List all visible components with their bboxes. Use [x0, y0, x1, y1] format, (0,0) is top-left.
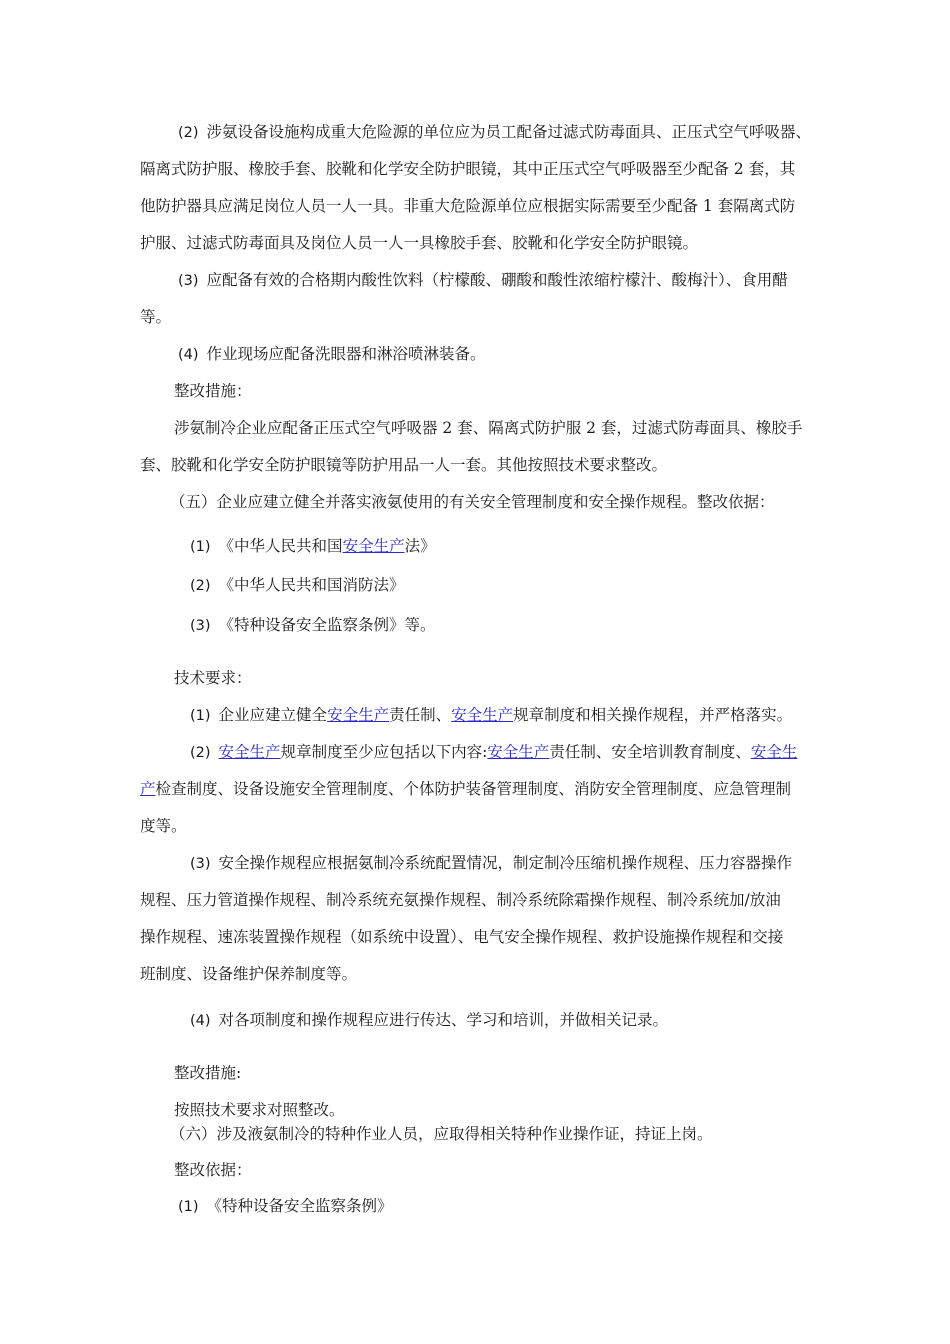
item-number: (4) — [178, 347, 199, 363]
p4-line-1: (4) 作业现场应配备洗眼器和淋浴喷淋装备。 — [178, 345, 486, 363]
tech-req-4: (4) 对各项制度和操作规程应进行传达、学习和培训，并做相关记录。 — [190, 1011, 669, 1029]
item-number: (2) — [190, 578, 211, 594]
link-safety-production[interactable]: 安全生产 — [327, 706, 390, 724]
sec5-basis-2: (2) 《中华人民共和国消防法》 — [190, 576, 405, 594]
p3-line-2: 等。 — [140, 308, 172, 326]
measures-2-heading: 整改措施: — [174, 1064, 242, 1082]
tech-req-2-line-3: 度等。 — [140, 817, 187, 835]
sec5-basis-1: (1) 《中华人民共和国安全生产法》 — [190, 537, 436, 555]
p2-line-1: (2) 涉氨设备设施构成重大危险源的单位应为员工配备过滤式防毒面具、正压式空气呼吸器、 — [178, 123, 812, 141]
item-number: (1) — [190, 539, 211, 555]
p2-line-2: 隔离式防护服、橡胶手套、胶靴和化学安全防护眼镜，其中正压式空气呼吸器至少配备 2 套，其 — [140, 160, 796, 178]
tech-req-2-line-1: (2) 安全生产规章制度至少应包括以下内容:安全生产责任制、安全培训教育制度、安全生 — [190, 743, 798, 761]
tech-req-3-line-2: 规程、压力管道操作规程、制冷系统充氨操作规程、制冷系统除霜操作规程、制冷系统加/放油 — [140, 891, 781, 909]
link-safety-production[interactable]: 安全生 — [750, 743, 798, 761]
sec6-basis-1: (1) 《特种设备安全监察条例》 — [178, 1197, 393, 1215]
link-safety-production[interactable]: 产 — [140, 780, 156, 798]
link-safety-production[interactable]: 安全生产 — [451, 706, 514, 724]
item-number: (4) — [190, 1013, 211, 1029]
item-number: (3) — [190, 618, 211, 634]
tech-req-3-line-4: 班制度、设备维护保养制度等。 — [140, 965, 358, 983]
measures-line-1: 涉氨制冷企业应配备正压式空气呼吸器 2 套、隔离式防护服 2 套，过滤式防毒面具、橡胶手 — [174, 419, 803, 437]
section-5-title: （五）企业应建立健全并落实液氨使用的有关安全管理制度和安全操作规程。整改依据： — [170, 493, 775, 511]
measures-line-2: 套、胶靴和化学安全防护眼镜等防护用品一人一套。其他按照技术要求整改。 — [140, 456, 668, 474]
tech-req-3-line-3: 操作规程、速冻装置操作规程（如系统中设置）、电气安全操作规程、救护设施操作规程和交接 — [140, 928, 784, 946]
item-number: (1) — [178, 1199, 199, 1215]
sec5-basis-3: (3) 《特种设备安全监察条例》等。 — [190, 616, 436, 634]
tech-heading: 技术要求： — [174, 669, 252, 687]
tech-req-3-line-1: (3) 安全操作规程应根据氨制冷系统配置情况，制定制冷压缩机操作规程、压力容器操作 — [190, 854, 793, 872]
section-6-title: （六）涉及液氨制冷的特种作业人员，应取得相关特种作业操作证，持证上岗。 — [170, 1125, 713, 1143]
p2-line-4: 护服、过滤式防毒面具及岗位人员一人一具橡胶手套、胶靴和化学安全防护眼镜。 — [140, 234, 699, 252]
measures-2-text: 按照技术要求对照整改。 — [174, 1101, 345, 1119]
tech-req-2-line-2: 产检查制度、设备设施安全管理制度、个体防护装备管理制度、消防安全管理制度、应急管理制 — [140, 780, 792, 798]
item-number: (1) — [190, 708, 211, 724]
sec6-basis-heading: 整改依据： — [174, 1161, 252, 1179]
item-number: (2) — [178, 125, 199, 141]
p2-line-3: 他防护器具应满足岗位人员一人一具。非重大危险源单位应根据实际需要至少配备 1 套隔离式防 — [140, 197, 796, 215]
tech-req-1: (1) 企业应建立健全安全生产责任制、安全生产规章制度和相关操作规程，并严格落实。 — [190, 706, 793, 724]
item-number: (2) — [190, 745, 211, 761]
link-safety-production[interactable]: 安全生产 — [342, 537, 405, 555]
link-safety-production[interactable]: 安全生产 — [218, 743, 281, 761]
p3-line-1: (3) 应配备有效的合格期内酸性饮料（柠檬酸、硼酸和酸性浓缩柠檬汁、酸梅汁）、食用醋 — [178, 271, 788, 289]
item-number: (3) — [190, 856, 211, 872]
measures-heading: 整改措施： — [174, 382, 252, 400]
link-safety-production[interactable]: 安全生产 — [487, 743, 550, 761]
item-number: (3) — [178, 273, 199, 289]
